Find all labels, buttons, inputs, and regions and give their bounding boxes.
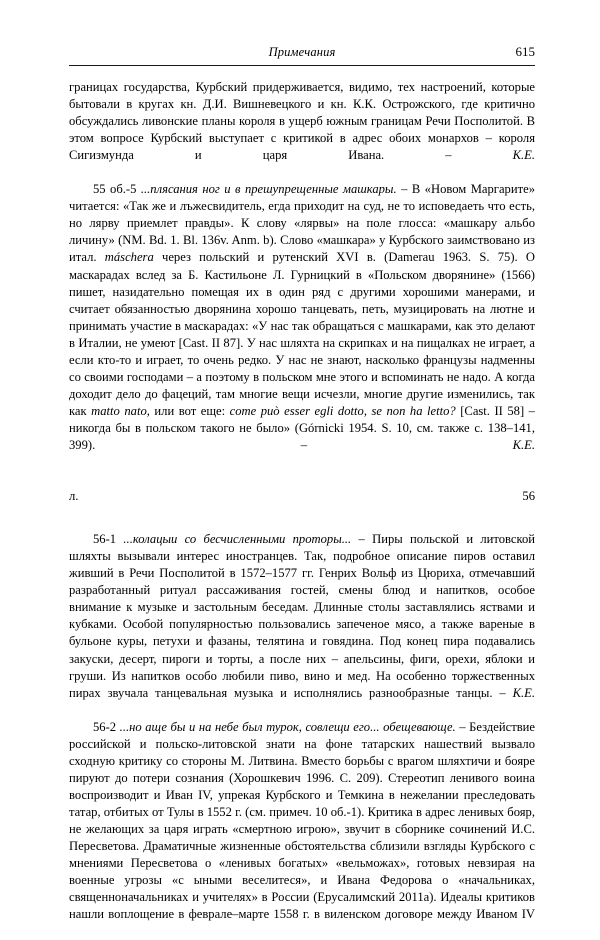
header-rule: [69, 65, 535, 66]
note-55ob-5: [69, 181, 535, 471]
body-text: [69, 79, 535, 940]
italic-run: matto nato: [91, 403, 147, 418]
running-head-title: Примечания: [268, 45, 336, 59]
text-run: через польский и рутенский XVI в. (Damerau 1963. S. 75). О маскарадах вслед за Б. Кастильоне Л. Гурницкий в «Польском дворянине» (1566) пишет, назидательно помещая их в один ряд с другими хорошими манерами, и считает обязанностью дворянина хорошо танцевать, петь, музицировать на лютне и принимать участие в маскарадах: «У нас так обращаться с машкарами, как это делают в Италии, не умеют [Cast. II 87]. У нас шляхта на скрипках и на пищалках не играет, а если кто-то и играет, то очень редко. У нас не знают, насколько французы надменны со своими господами – а поэтому в польском мне этого и вспоминать не надо. А когда доходит дело до фацеций, там многие вещи исчезли, многие другие изменились, так как: [69, 250, 535, 418]
italic-run: ...но аще бы и на небе был турок, совлещи его... обещевающе.: [119, 719, 456, 734]
text-run: 55 об.-5: [93, 182, 141, 197]
italic-run: come può esser egli dotto, se non ha letto?: [229, 403, 456, 418]
text-run: – Пиры польской и литовской шляхты вызывали интерес иностранцев. Так, подробное описание пиров оставил живший в Речи Посполитой в 1572–1577 гг. Генрих Вольф из Цюриха, отмечавший разработанный ритуал рассаживания гостей, смены блюд и напитков, особое внимание к музыке и застольным беседам. Длинные столы заставлялись яствами и кубками. Особой популярностью пользовались запеченое мясо, а также вареные в бульоне куры, петухи и фазаны, телятина и говядина. Под конец пира подавались закуски, десерт, пироги и торты, а после них – апельсины, фиги, орехи, яблоки и груши. Из напитков особо любили пиво, вино и мед. На особенно торжественных пирах звучала танцевальная музыка и исполнялись разнообразные танцы. –: [69, 532, 536, 700]
italic-run: К.Е.: [512, 437, 535, 452]
italic-run: máschera: [104, 250, 154, 265]
italic-run: ...плясания ног и в прешупрещенные машкары.: [140, 182, 397, 197]
text-run: [Cast. II 58] – никогда бы в польском такого не было» (Górnicki 1954. S. 10, см. также с. 138–141, 399). –: [69, 403, 535, 452]
note-56-1: [69, 531, 535, 719]
page-number: 615: [515, 44, 535, 59]
text-run: границах государства, Курбский придерживается, видимо, тех настроений, которые бытовали в кругах кн. Д.И. Вишневецкого и кн. К.К. Острожского, где критично обсуждались ливонские планы короля в ущерб южным границам Речи Посполитой. В этом вопросе Курбский выступает с критикой в адрес обоих монархов – короля Сигизмунда и царя Ивана. –: [69, 80, 535, 163]
text-run: 56-2: [93, 719, 120, 734]
text-run: л. 56: [69, 489, 535, 504]
italic-run: ...колацыи со бесчисленными проторы...: [123, 532, 352, 547]
text-run: – В «Новом Маргарите» читается: «Так же и лъжесвидитель, егда приходит на суд, не то исповедаеть что есть, но лярву приемлет правды». К слову «лярвы» на поле глосса: «машкару альбо личину» (NM. Bd. 1. Bl. 136v. Anm. b). Слово «машкара» у Курбского заимствовано из итал.: [69, 182, 535, 265]
text-run: 56-1: [93, 532, 124, 547]
italic-run: К.Е.: [512, 148, 535, 163]
para-continued-note-55: [69, 79, 535, 181]
running-head: [69, 44, 535, 60]
note-56-2: [69, 719, 535, 940]
folio-marker-l56: [69, 471, 535, 531]
italic-run: К.Е.: [512, 685, 535, 700]
text-run: , или вот еще:: [146, 403, 230, 418]
text-run: – Бездействие российской и польско-литовской знати на фоне татарских нашествий вызвало сходную критику со стороны М. Литвина. Вместо борьбы с врагом шляхтичи и бояре пируют до потери сознания (Хорошкевич 1996. С. 209). Стереотип ленивого воина воспроизводит и Иван IV, упрекая Курбского и Темкина в нежелании преследовать татар, отбитых от Тулы в 1552 г. (см. примеч. 10 об.-1). Критика в адрес ленивых бояр, не желающих за царя играть «смертною игрою», звучит в сборнике сочинений И.С. Пересветова. Драматичные жизненные обстоятельства сблизили взгляды Курбского с мнениями Пересветова о «ленивых богатых» «вельможах», готовых невзирая на военные угрозы «с ыными веселитеся», и Ивана Федорова о «начальниках, священноначальниках и учителях» в России (Ерусалимский 2011а). Идеалы критиков нашли воплощение в феврале–марте 1558 г. в виленском договоре между Иваном IV: [69, 719, 535, 922]
